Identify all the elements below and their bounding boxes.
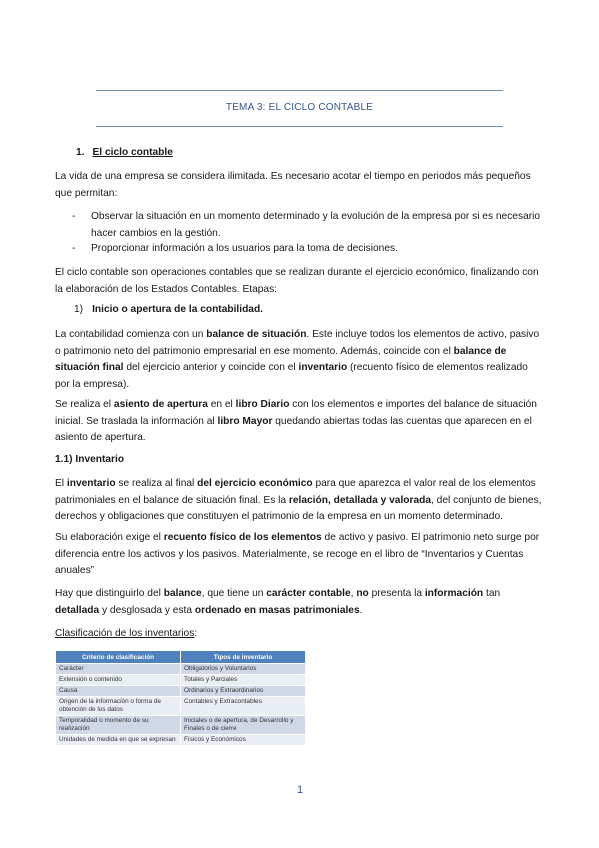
bullet-dash: - — [72, 243, 76, 254]
ciclo-paragraph: El ciclo contable son operaciones contables que se realizan durante el ejercicio económico, finalizando con la elaboración de los Estados Contables. Etapas: — [55, 267, 539, 295]
step-heading — [74, 304, 263, 315]
table-header-cell: Criterio de clasificación — [56, 651, 181, 664]
bullet-dash: - — [72, 211, 76, 222]
table-cell: Físicos y Económicos — [181, 735, 306, 746]
top-rule — [96, 90, 503, 91]
table-row — [56, 664, 306, 675]
document-title: TEMA 3: EL CICLO CONTABLE — [225, 102, 374, 113]
inventory-classification-table — [55, 650, 306, 746]
table-header-row — [56, 651, 306, 664]
bullet-item: Proporcionar información a los usuarios para la toma de decisiones. — [91, 243, 398, 254]
distinguir-paragraph: Hay que distinguirlo del balance, que tiene un carácter contable, no presenta la información tan detallada y desglosada y esta ordenado en masas patrimoniales. — [55, 588, 501, 616]
table-row — [56, 716, 306, 735]
table-cell: Obligatorios y Voluntarios — [181, 664, 306, 675]
table-row — [56, 675, 306, 686]
inventario-paragraph: El inventario se realiza al final del ejercicio económico para que aparezca el valor real de los elementos patrimoniales en el balance de situación final. Es la relación, detallada y valorada, del conjunto de bienes, derechos y obligaciones que constituyen el patrimonio de la empresa en un momento determinado. — [55, 478, 542, 522]
clasificacion-title: Clasificación de los inventarios — [55, 628, 195, 639]
table-cell: Origen de la información o forma de obtención de los datos — [56, 697, 181, 716]
asiento-paragraph: Se realiza el asiento de apertura en el libro Diario con los elementos e importes del balance de situación inicial. Se traslada la información al libro Mayor quedando abiertas todas las cuentas que aparecen en el asiento de apertura. — [55, 399, 537, 443]
subsection-heading: 1.1) Inventario — [55, 454, 125, 465]
table-cell: Temporalidad o momento de su realización — [56, 716, 181, 735]
table-cell: Causa — [56, 686, 181, 697]
section-heading — [76, 147, 173, 158]
table-cell: Unidades de medida en que se expresan — [56, 735, 181, 746]
section-number: 1. — [76, 147, 85, 158]
table-row — [56, 686, 306, 697]
step-number: 1) — [74, 304, 84, 315]
table-cell: Extensión o contenido — [56, 675, 181, 686]
table-header-cell: Tipos de inventario — [181, 651, 306, 664]
table-cell: Iniciales o de apertura, de Desarrollo y Finales o de cierre — [181, 716, 306, 735]
table-cell: Totales y Parciales — [181, 675, 306, 686]
elaboracion-paragraph: Su elaboración exige el recuento físico de los elementos de activo y pasivo. El patrimonio neto surge por diferencia entre los activos y los pasivos. Materialmente, se recoge en el libro de “Inventarios y Cuentas anuales” — [55, 532, 540, 576]
table-row — [56, 735, 306, 746]
table-cell: Carácter — [56, 664, 181, 675]
table-cell: Contables y Extracontables — [181, 697, 306, 716]
table-row — [56, 697, 306, 716]
intro-paragraph: La vida de una empresa se considera ilimitada. Es necesario acotar el tiempo en periodos más pequeños que permitan: — [55, 171, 531, 199]
balance-paragraph: La contabilidad comienza con un balance de situación. Este incluye todos los elementos de activo, pasivo o patrimonio neto del patrimonio empresarial en ese momento. Además, coincide con el balance de situación final del ejercicio anterior y coincide con el inventario (recuento físico de elementos realizado por la empresa). — [55, 329, 540, 390]
section-title: El ciclo contable — [92, 147, 173, 158]
table-cell: Ordinarios y Extraordinarios — [181, 686, 306, 697]
step-title: Inicio o apertura de la contabilidad. — [92, 304, 264, 315]
page-number: 1 — [296, 784, 304, 796]
bottom-rule — [96, 126, 503, 127]
clasificacion-heading: Clasificación de los inventarios: — [55, 628, 198, 639]
bullet-item: Observar la situación en un momento determinado y la evolución de la empresa por si es necesario hacer cambios en la gestión. — [91, 211, 541, 239]
